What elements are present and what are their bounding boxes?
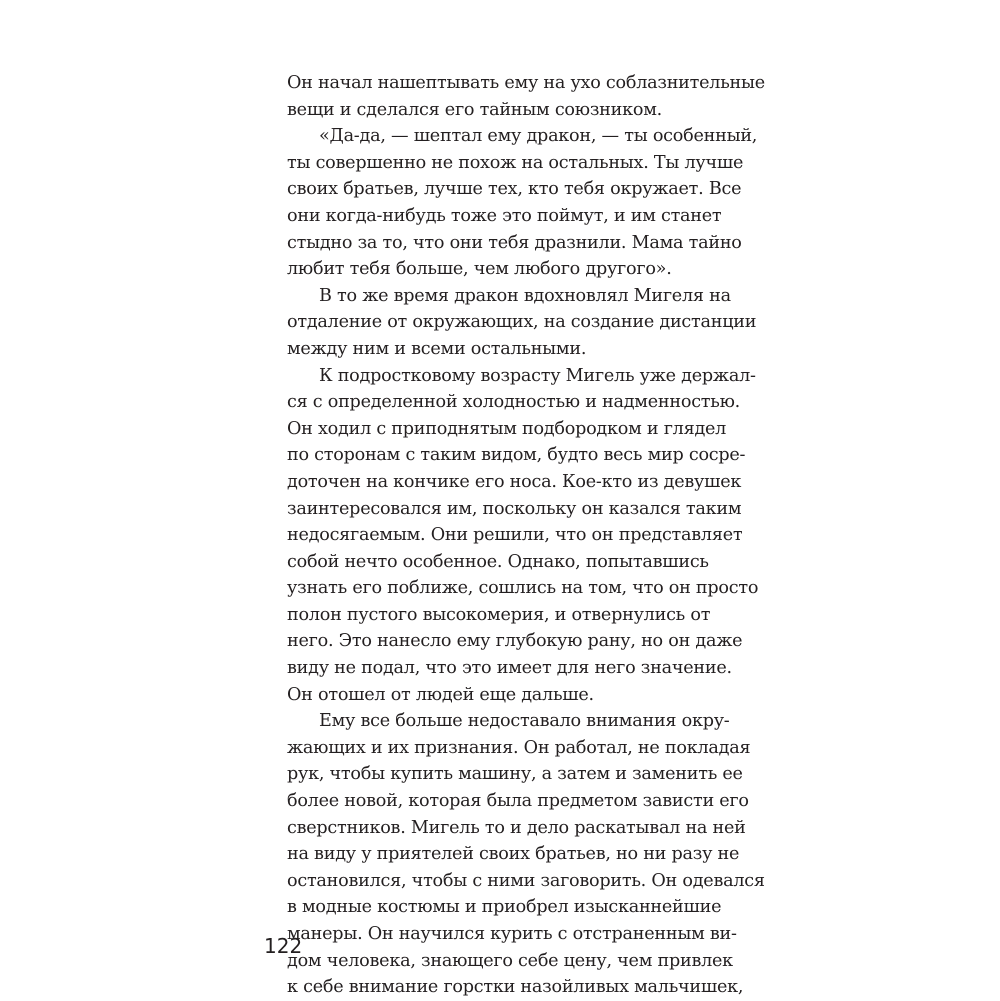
text-line: виду не подал, что это имеет для него значение. (287, 658, 732, 679)
text-line: своих братьев, лучше тех, кто тебя окружает. Все (287, 179, 742, 200)
text-line: вещи и сделался его тайным союзником. (287, 99, 662, 120)
text-line: узнать его поближе, сошлись на том, что он просто (287, 578, 759, 599)
text-line: по сторонам с таким видом, будто весь мир сосре- (287, 445, 746, 466)
text-line: Он начал нашептывать ему на ухо соблазнительные (287, 73, 765, 93)
text-line: него. Это нанесло ему глубокую рану, но он даже (287, 631, 743, 652)
text-line: более новой, которая была предметом зависти его (287, 791, 749, 812)
text-line: дом человека, знающего себе цену, чем привлек (287, 950, 733, 971)
text-line: полон пустого высокомерия, и отвернулись от (287, 604, 711, 625)
text-line: Он ходил с приподнятым подбородком и глядел (287, 418, 727, 439)
text-line: недосягаемым. Они решили, что он представляет (287, 525, 743, 546)
text-line: ся с определенной холодностью и надменностью. (287, 392, 741, 413)
text-line: В то же время дракон вдохновлял Мигеля на (319, 285, 731, 306)
text-line: к себе внимание горстки назойливых мальчишек, (287, 977, 744, 998)
text-line: рук, чтобы купить машину, а затем и заменить ее (287, 764, 743, 785)
text-line: К подростковому возрасту Мигель уже держал- (319, 365, 756, 386)
text-line: остановился, чтобы с ними заговорить. Он одевался (287, 870, 765, 891)
text-line: любит тебя больше, чем любого другого». (287, 259, 672, 280)
text-line: сверстников. Мигель то и дело раскатывал на ней (287, 817, 746, 838)
text-line: заинтересовался им, поскольку он казался таким (287, 498, 742, 519)
text-line: жающих и их признания. Он работал, не покладая (287, 737, 751, 758)
text-line: на виду у приятелей своих братьев, но ни разу не (287, 844, 740, 865)
text-line: между ним и всеми остальными. (287, 338, 587, 359)
text-line: в модные костюмы и приобрел изысканнейшие (287, 897, 722, 918)
text-line: они когда-нибудь тоже это поймут, и им станет (287, 205, 722, 226)
text-line: стыдно за то, что они тебя дразнили. Мама тайно (287, 232, 742, 253)
text-line: Ему все больше недоставало внимания окру- (319, 711, 730, 732)
text-line: отдаление от окружающих, на создание дистанции (287, 312, 757, 333)
text-line: Он отошел от людей еще дальше. (287, 684, 594, 705)
text-line: доточен на кончике его носа. Кое-кто из девушек (287, 471, 742, 492)
text-line: собой нечто особенное. Однако, попытавшись (287, 551, 709, 572)
text-line: ты совершенно не похож на остальных. Ты лучше (287, 152, 744, 173)
text-line: манеры. Он научился курить с отстраненным ви- (287, 924, 737, 944)
body-text (287, 70, 765, 1001)
page-number: 122 (264, 934, 303, 958)
text-line: «Да-да, — шептал ему дракон, — ты особенный, (319, 126, 758, 147)
